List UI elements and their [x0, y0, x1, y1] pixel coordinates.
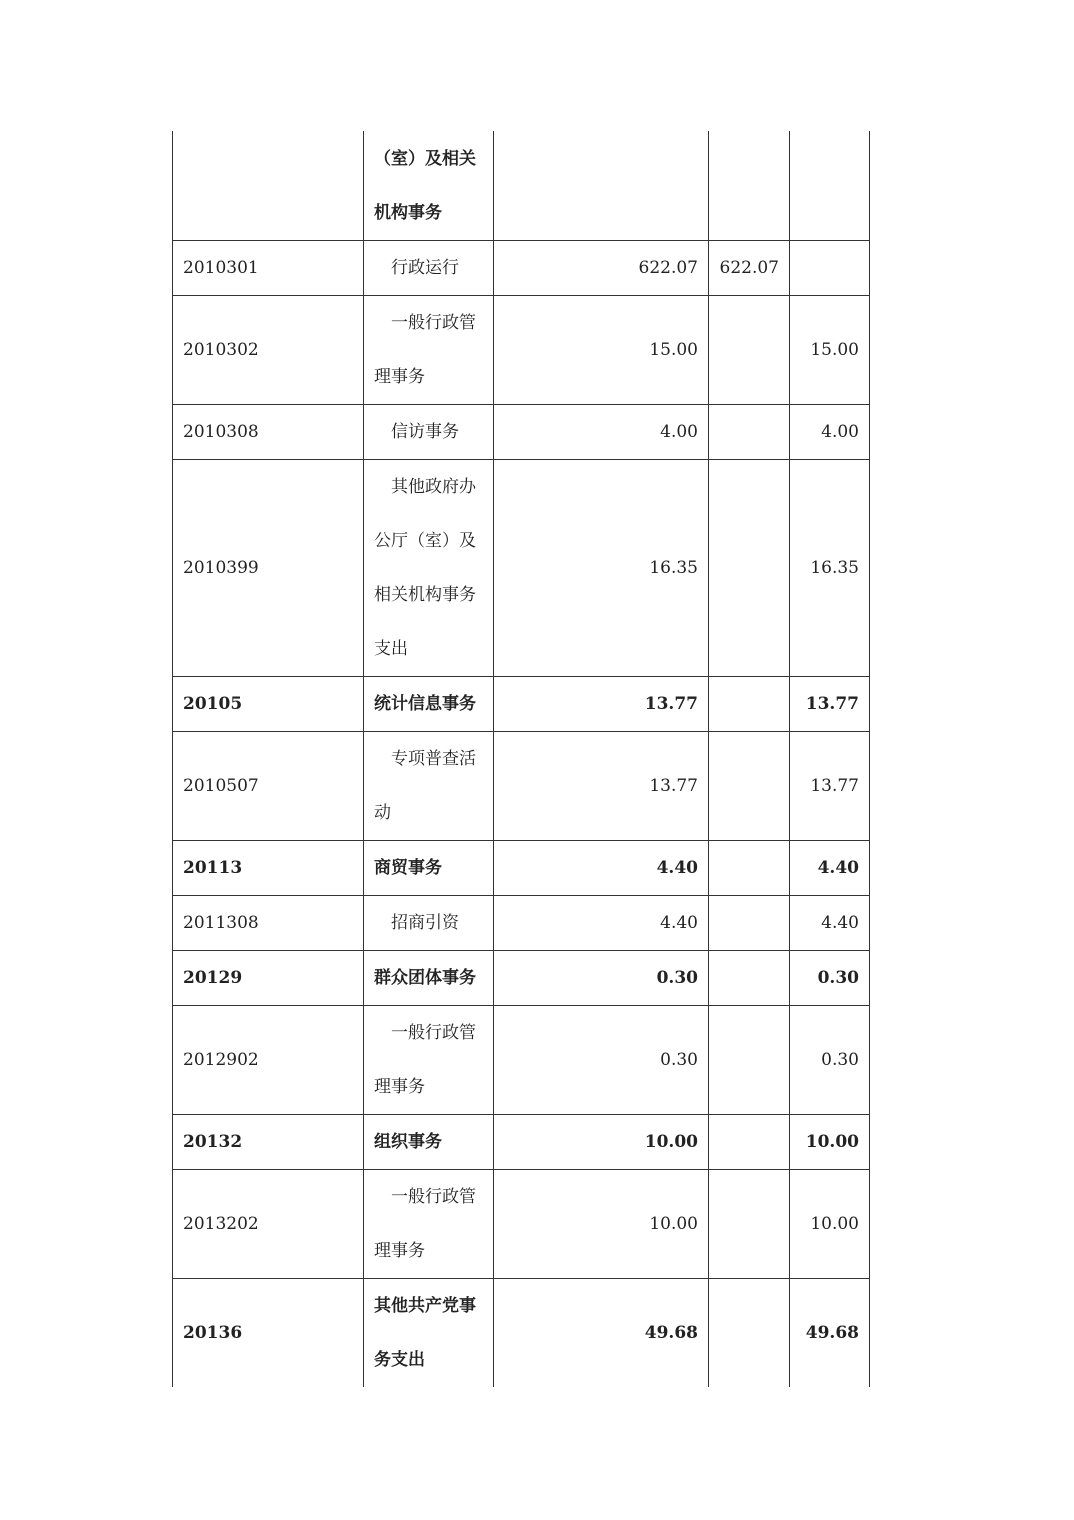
row-project: 10.00	[790, 1115, 870, 1170]
row-code: 20129	[173, 951, 364, 1006]
table-row	[173, 951, 870, 1006]
row-name: （室）及相关机构事务	[364, 131, 494, 241]
table-row	[173, 1006, 870, 1115]
table-row	[173, 405, 870, 460]
row-total: 0.30	[494, 1006, 709, 1115]
row-basic	[709, 841, 790, 896]
row-total	[494, 131, 709, 241]
table-row	[173, 677, 870, 732]
row-basic	[709, 1115, 790, 1170]
row-total: 10.00	[494, 1115, 709, 1170]
row-project: 4.00	[790, 405, 870, 460]
row-project: 4.40	[790, 841, 870, 896]
row-code: 2010301	[173, 241, 364, 296]
row-total: 13.77	[494, 677, 709, 732]
row-name: 组织事务	[364, 1115, 494, 1170]
row-basic	[709, 732, 790, 841]
row-name: 商贸事务	[364, 841, 494, 896]
row-name: 一般行政管理事务	[364, 1006, 494, 1115]
row-code: 2010399	[173, 460, 364, 677]
row-code: 20136	[173, 1279, 364, 1388]
row-project: 10.00	[790, 1170, 870, 1279]
row-total: 0.30	[494, 951, 709, 1006]
row-name: 行政运行	[364, 241, 494, 296]
row-basic: 622.07	[709, 241, 790, 296]
row-code: 20113	[173, 841, 364, 896]
table-row	[173, 1279, 870, 1388]
row-total: 16.35	[494, 460, 709, 677]
row-project: 13.77	[790, 732, 870, 841]
row-total: 4.40	[494, 896, 709, 951]
row-basic	[709, 1279, 790, 1388]
row-total: 15.00	[494, 296, 709, 405]
row-total: 13.77	[494, 732, 709, 841]
row-project: 4.40	[790, 896, 870, 951]
row-code: 20105	[173, 677, 364, 732]
row-basic	[709, 1006, 790, 1115]
row-code: 2010302	[173, 296, 364, 405]
row-total: 4.00	[494, 405, 709, 460]
row-name: 统计信息事务	[364, 677, 494, 732]
row-basic	[709, 1170, 790, 1279]
row-basic	[709, 131, 790, 241]
row-code: 2010507	[173, 732, 364, 841]
row-basic	[709, 677, 790, 732]
row-project: 0.30	[790, 951, 870, 1006]
row-basic	[709, 405, 790, 460]
row-total: 49.68	[494, 1279, 709, 1388]
row-name: 专项普查活动	[364, 732, 494, 841]
table-row	[173, 131, 870, 241]
table-row	[173, 1115, 870, 1170]
table-row	[173, 460, 870, 677]
row-name: 招商引资	[364, 896, 494, 951]
row-code: 2012902	[173, 1006, 364, 1115]
row-basic	[709, 296, 790, 405]
budget-expenditure-table	[172, 131, 870, 1387]
table-row	[173, 896, 870, 951]
row-total: 622.07	[494, 241, 709, 296]
row-code: 2010308	[173, 405, 364, 460]
row-code: 20132	[173, 1115, 364, 1170]
row-basic	[709, 896, 790, 951]
row-project	[790, 131, 870, 241]
table-row	[173, 241, 870, 296]
row-project: 16.35	[790, 460, 870, 677]
table-row	[173, 841, 870, 896]
row-code	[173, 131, 364, 241]
row-basic	[709, 951, 790, 1006]
row-name: 群众团体事务	[364, 951, 494, 1006]
table-row	[173, 296, 870, 405]
row-name: 其他政府办公厅（室）及相关机构事务支出	[364, 460, 494, 677]
row-project	[790, 241, 870, 296]
row-name: 一般行政管理事务	[364, 1170, 494, 1279]
row-name: 信访事务	[364, 405, 494, 460]
row-total: 4.40	[494, 841, 709, 896]
row-project: 15.00	[790, 296, 870, 405]
row-project: 0.30	[790, 1006, 870, 1115]
row-code: 2013202	[173, 1170, 364, 1279]
row-project: 49.68	[790, 1279, 870, 1388]
row-code: 2011308	[173, 896, 364, 951]
row-basic	[709, 460, 790, 677]
row-name: 其他共产党事务支出	[364, 1279, 494, 1388]
row-total: 10.00	[494, 1170, 709, 1279]
table-row	[173, 1170, 870, 1279]
row-name: 一般行政管理事务	[364, 296, 494, 405]
row-project: 13.77	[790, 677, 870, 732]
table-row	[173, 732, 870, 841]
